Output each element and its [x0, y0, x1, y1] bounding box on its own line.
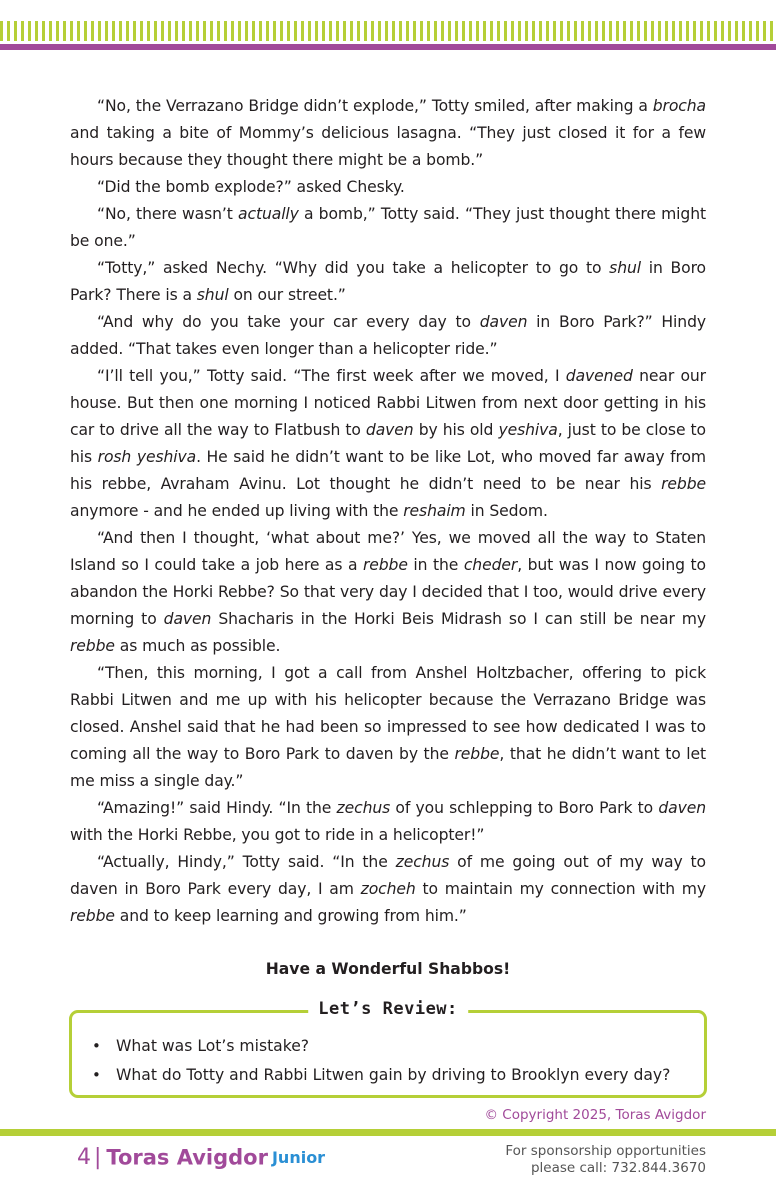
italic-term: davened — [565, 367, 633, 385]
page-number: 4 — [77, 1145, 91, 1170]
story-paragraph — [70, 255, 706, 309]
italic-term: brocha — [652, 97, 706, 115]
footer-separator: | — [94, 1145, 102, 1170]
brand-sub: Junior — [271, 1148, 326, 1167]
story-paragraph — [70, 795, 706, 849]
paragraph-text: “No, the Verrazano Bridge didn’t explode,” Totty smiled, after making a — [97, 97, 653, 115]
italic-term: actually — [238, 205, 299, 223]
story-paragraph — [70, 660, 706, 795]
italic-term: shul — [609, 259, 641, 277]
paragraph-text: “Then, this morning, I got a call from Anshel Holtzbacher, offering to pick Rabbi Litwen and me up with his helicopter because the Verrazano Bridge was closed. Anshel said that he had been so impressed to see how dedicated I was to coming all the way to Boro Park to daven by the — [70, 664, 706, 763]
paragraph-text: a bomb,” Totty said. “They just thought there might be one.” — [70, 205, 706, 250]
paragraph-text: of you schlepping to Boro Park to — [390, 799, 659, 817]
italic-term: daven — [163, 610, 212, 628]
italic-term: reshaim — [403, 502, 466, 520]
top-rule — [0, 44, 776, 50]
review-question-text: What was Lot’s mistake? — [116, 1037, 310, 1055]
paragraph-text: “Did the bomb explode?” asked Chesky. — [97, 178, 405, 196]
story-paragraph — [70, 309, 706, 363]
sponsorship-line: For sponsorship opportunities — [505, 1143, 706, 1159]
italic-term: rebbe — [70, 907, 115, 925]
italic-term: zechus — [395, 853, 450, 871]
story-paragraph — [70, 363, 706, 525]
story-paragraph — [70, 174, 706, 201]
story-paragraph — [70, 849, 706, 930]
review-question — [90, 1061, 694, 1090]
review-list — [90, 1032, 694, 1090]
italic-term: shul — [196, 286, 229, 304]
paragraph-text: Shacharis in the Horki Beis Midrash so I can still be near my — [211, 610, 706, 628]
top-tick-border — [0, 21, 776, 41]
paragraph-text: , that he didn’t want to let me miss a single day.” — [70, 745, 706, 790]
paragraph-text: “And then I thought, ‘what about me?’ Yes, we moved all the way to Staten Island so I could take a job here as a — [70, 529, 706, 574]
review-title: Let’s Review: — [308, 999, 468, 1019]
paragraph-text: “Totty,” asked Nechy. “Why did you take a helicopter to go to — [97, 259, 610, 277]
paragraph-text: “And why do you take your car every day to — [97, 313, 480, 331]
italic-term: zocheh — [360, 880, 416, 898]
story-paragraph — [70, 525, 706, 660]
italic-term: rosh yeshiva — [97, 448, 197, 466]
paragraph-text: on our street.” — [228, 286, 346, 304]
paragraph-text: by his old — [413, 421, 499, 439]
story-paragraph — [70, 93, 706, 174]
review-question-text: What do Totty and Rabbi Litwen gain by driving to Brooklyn every day? — [116, 1066, 671, 1084]
paragraph-text: near our house. But then one morning I noticed Rabbi Litwen from next door getting in his car to drive all the way to Flatbush to — [70, 367, 706, 439]
italic-term: daven — [479, 313, 528, 331]
paragraph-text: and to keep learning and growing from him.” — [114, 907, 467, 925]
paragraph-text: “Actually, Hindy,” Totty said. “In the — [97, 853, 396, 871]
italic-term: zechus — [336, 799, 391, 817]
paragraph-text: to maintain my connection with my — [415, 880, 706, 898]
paragraph-text: in Sedom. — [465, 502, 548, 520]
italic-term: rebbe — [661, 475, 706, 493]
sponsorship-phone: please call: 732.844.3670 — [530, 1160, 706, 1176]
bottom-rule — [0, 1129, 776, 1136]
italic-term: yeshiva — [498, 421, 558, 439]
review-question — [90, 1032, 694, 1061]
bullet-icon: • — [92, 1037, 101, 1055]
review-box — [69, 999, 707, 1098]
italic-term: rebbe — [454, 745, 500, 763]
story-text — [70, 93, 706, 930]
bullet-icon: • — [92, 1066, 101, 1084]
paragraph-text: anymore - and he ended up living with the — [70, 502, 404, 520]
paragraph-text: as much as possible. — [114, 637, 281, 655]
paragraph-text: “No, there wasn’t — [97, 205, 239, 223]
paragraph-text: of me going out of my way to daven in Boro Park every day, I am — [70, 853, 706, 898]
brand-name: Toras Avigdor — [106, 1145, 268, 1170]
paragraph-text: in Boro Park? There is a — [70, 259, 706, 304]
italic-term: daven — [365, 421, 414, 439]
paragraph-text: “I’ll tell you,” Totty said. “The first week after we moved, I — [97, 367, 566, 385]
paragraph-text: and taking a bite of Mommy’s delicious lasagna. “They just closed it for a few hours because they thought there might be a bomb.” — [70, 124, 706, 169]
paragraph-text: in Boro Park?” Hindy added. “That takes even longer than a helicopter ride.” — [70, 313, 706, 358]
paragraph-text: with the Horki Rebbe, you got to ride in a helicopter!” — [70, 826, 485, 844]
paragraph-text: “Amazing!” said Hindy. “In the — [97, 799, 337, 817]
italic-term: rebbe — [70, 637, 115, 655]
paragraph-text: , just to be close to his — [70, 421, 706, 466]
copyright: © Copyright 2025, Toras Avigdor — [484, 1107, 706, 1123]
sponsorship-info — [505, 1143, 706, 1177]
paragraph-text: in the — [407, 556, 464, 574]
closing-line: Have a Wonderful Shabbos! — [265, 960, 511, 978]
footer-brand — [77, 1145, 325, 1170]
paragraph-text: . He said he didn’t want to be like Lot, who moved far away from his rebbe, Avraham Avinu. Lot thought he didn’t need to be near his — [70, 448, 706, 493]
italic-term: cheder — [463, 556, 518, 574]
paragraph-text: , but was I now going to abandon the Horki Rebbe? So that very day I decided that I too, would drive every morning to — [70, 556, 706, 628]
italic-term: daven — [658, 799, 706, 817]
story-paragraph — [70, 201, 706, 255]
italic-term: rebbe — [362, 556, 408, 574]
